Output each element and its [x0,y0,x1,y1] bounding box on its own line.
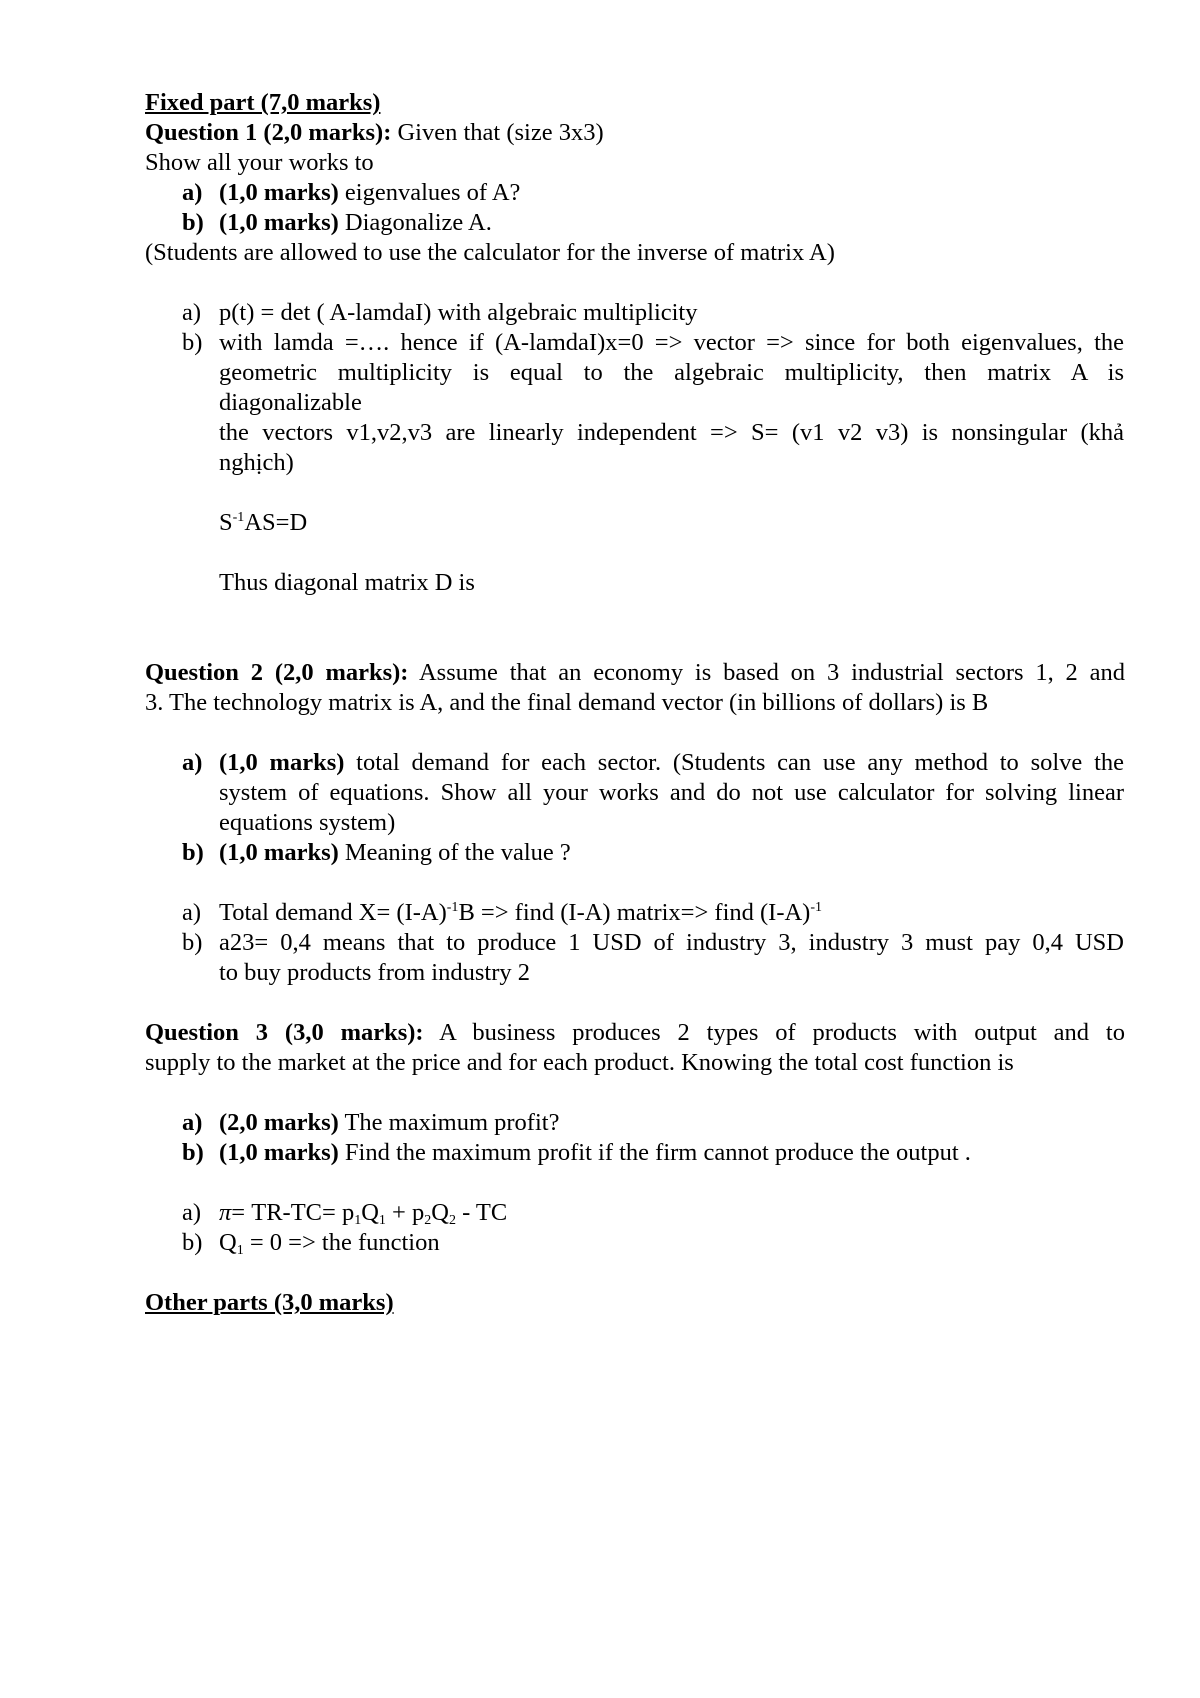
question-2-item-a-line2: system of equations. Show all your works and do not use calculator for solving linear [219,779,1124,806]
question-2-intro-line2: 3. The technology matrix is A, and the final demand vector (in billions of dollars) is B [145,689,989,716]
question-3-answer-b: b) $Q_1 = 0$ => the function [182,1229,440,1258]
question-1-thus: Thus diagonal matrix D is [219,569,475,596]
question-3-item-b: b) (1,0 marks) Find the maximum profit if the firm cannot produce the output . [182,1139,971,1166]
question-3-item-a: a) (2,0 marks) The maximum profit? [182,1109,560,1136]
question-1-answer-b-line5: nghịch) [219,449,294,476]
fixed-part-heading: Fixed part (7,0 marks) [145,89,381,116]
question-3-heading: Question 3 (3,0 marks): A business produces 2 types of products with output and to [145,1019,1125,1046]
other-parts-heading: Other parts (3,0 marks) [145,1289,394,1316]
question-3-intro-line2: supply to the market at the price and for each product. Knowing the total cost function is [145,1049,1014,1076]
question-1-equation: $S^{-1}AS=D$ [219,509,308,536]
question-2-item-a-label: a) [182,749,203,776]
question-1-answer-a: a) p(t) = det ( A-lamdaI) with algebraic multiplicity [182,299,698,326]
question-1-item-b: b) (1,0 marks) Diagonalize A. [182,209,492,236]
question-1-answer-b-line4: the vectors v1,v2,v3 are linearly independent => S= (v1 v2 v3) is nonsingular (khả [219,419,1124,446]
question-1-show: Show all your works to [145,149,374,176]
question-1-answer-b-line1: with lamda =…. hence if (A-lamdaI)x=0 => vector => since for both eigenvalues, the [219,329,1124,356]
question-2-item-a-line3: equations system) [219,809,396,836]
question-1-item-a: a) (1,0 marks) eigenvalues of A? [182,179,521,206]
question-2-answer-b-line1: a23= 0,4 means that to produce 1 USD of industry 3, industry 3 must pay 0,4 USD [219,929,1124,956]
question-2-heading: Question 2 (2,0 marks): Assume that an economy is based on 3 industrial sectors 1, 2 and [145,659,1125,686]
question-2-item-b: b) (1,0 marks) Meaning of the value ? [182,839,571,866]
question-2-answer-b-label: b) [182,929,203,956]
question-1-answer-b-label: b) [182,329,203,356]
question-1-answer-b-line3: diagonalizable [219,389,362,416]
question-2-item-a-line1: (1,0 marks) total demand for each sector. (Students can use any method to solve the [219,749,1124,776]
question-2-answer-a: a) Total demand $X= (I-A)^{-1}B$ => find (I-A) matrix=> find $(I-A)^{-1}$ [182,899,823,926]
question-1-answer-b-line2: geometric multiplicity is equal to the algebraic multiplicity, then matrix A is [219,359,1124,386]
question-3-answer-a: a) $\pi= TR-TC= p_1Q_1 + p_2Q_2$ - TC [182,1199,508,1228]
question-1-note: (Students are allowed to use the calculator for the inverse of matrix A) [145,239,835,266]
question-2-answer-b-line2: to buy products from industry 2 [219,959,530,986]
question-1-heading: Question 1 (2,0 marks): Given that (size 3x3) [145,119,604,146]
